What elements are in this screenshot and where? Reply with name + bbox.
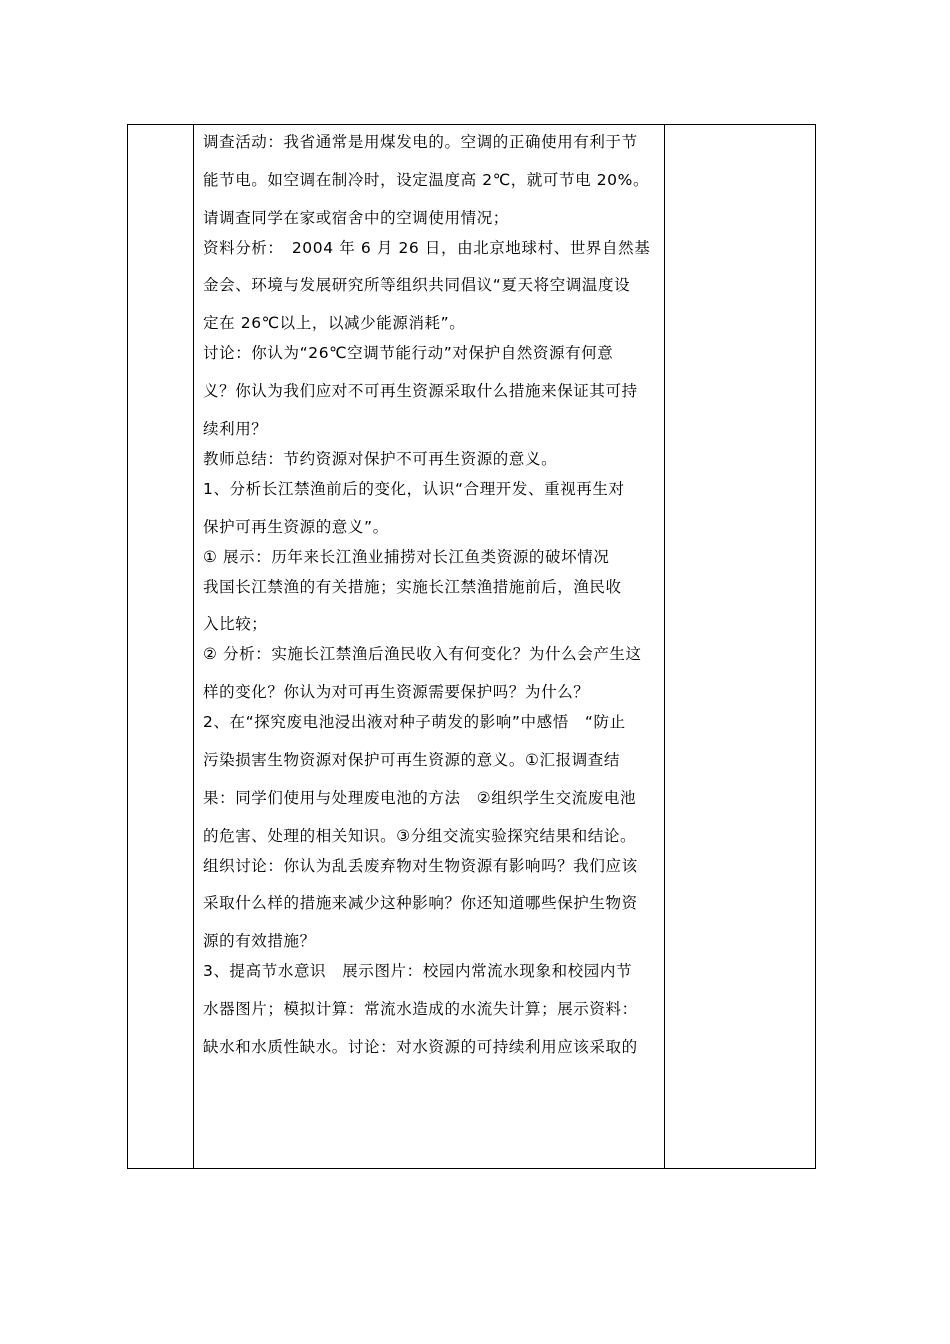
text-line: 采取什么样的措施来减少这种影响？你还知道哪些保护生物资 bbox=[203, 894, 638, 913]
text-line: 入比较； bbox=[203, 615, 268, 634]
text-line: 3、提高节水意识 展示图片：校园内常流水现象和校园内节 bbox=[203, 962, 633, 981]
right-column-cell bbox=[665, 125, 815, 1168]
text-line: 组织讨论：你认为乱丢废弃物对生物资源有影响吗？我们应该 bbox=[203, 856, 638, 875]
text-line: 讨论：你认为“26℃空调节能行动”对保护自然资源有何意 bbox=[203, 344, 614, 363]
text-line: 1、分析长江禁渔前后的变化，认识“合理开发、重视再生对 bbox=[203, 479, 625, 498]
text-line: 果：同学们使用与处理废电池的方法 ②组织学生交流废电池 bbox=[203, 788, 637, 807]
text-line: 金会、环境与发展研究所等组织共同倡议“夏天将空调温度设 bbox=[203, 276, 631, 295]
text-line: 续利用？ bbox=[203, 419, 268, 438]
text-line: 源的有效措施？ bbox=[203, 932, 316, 951]
text-line: 水器图片；模拟计算：常流水造成的水流失计算；展示资料： bbox=[203, 999, 638, 1018]
left-column-cell bbox=[128, 125, 194, 1168]
text-line: 请调查同学在家或宿舍中的空调使用情况； bbox=[203, 208, 509, 227]
text-line: 资料分析： 2004 年 6 月 26 日，由北京地球村、世界自然基 bbox=[203, 238, 651, 257]
lesson-table bbox=[127, 124, 816, 1169]
text-line: 义？你认为我们应对不可再生资源采取什么措施来保证其可持 bbox=[203, 381, 638, 400]
text-line: 污染损害生物资源对保护可再生资源的意义。①汇报调查结 bbox=[203, 750, 620, 769]
content-column-cell bbox=[194, 125, 665, 1168]
text-line: ① 展示：历年来长江渔业捕捞对长江鱼类资源的破坏情况 bbox=[203, 547, 610, 566]
text-line: 样的变化？你认为对可再生资源需要保护吗？为什么？ bbox=[203, 683, 590, 702]
text-line: 定在 26℃以上，以减少能源消耗”。 bbox=[203, 314, 466, 333]
text-line: 2、在“探究废电池浸出液对种子萌发的影响”中感悟 “防止 bbox=[203, 713, 626, 732]
text-line: 缺水和水质性缺水。讨论：对水资源的可持续利用应该采取的 bbox=[203, 1037, 638, 1056]
text-line: ② 分析：实施长江禁渔后渔民收入有何变化？为什么会产生这 bbox=[203, 645, 642, 664]
text-line: 的危害、处理的相关知识。③分组交流实验探究结果和结论。 bbox=[203, 826, 637, 845]
text-line: 教师总结：节约资源对保护不可再生资源的意义。 bbox=[203, 449, 558, 468]
text-line: 调查活动：我省通常是用煤发电的。空调的正确使用有利于节 bbox=[203, 133, 638, 151]
text-line: 我国长江禁渔的有关措施；实施长江禁渔措施前后，渔民收 bbox=[203, 577, 622, 596]
text-line: 保护可再生资源的意义”。 bbox=[203, 517, 389, 536]
text-line: 能节电。如空调在制冷时，设定温度高 2℃，就可节电 20%。 bbox=[203, 170, 650, 189]
